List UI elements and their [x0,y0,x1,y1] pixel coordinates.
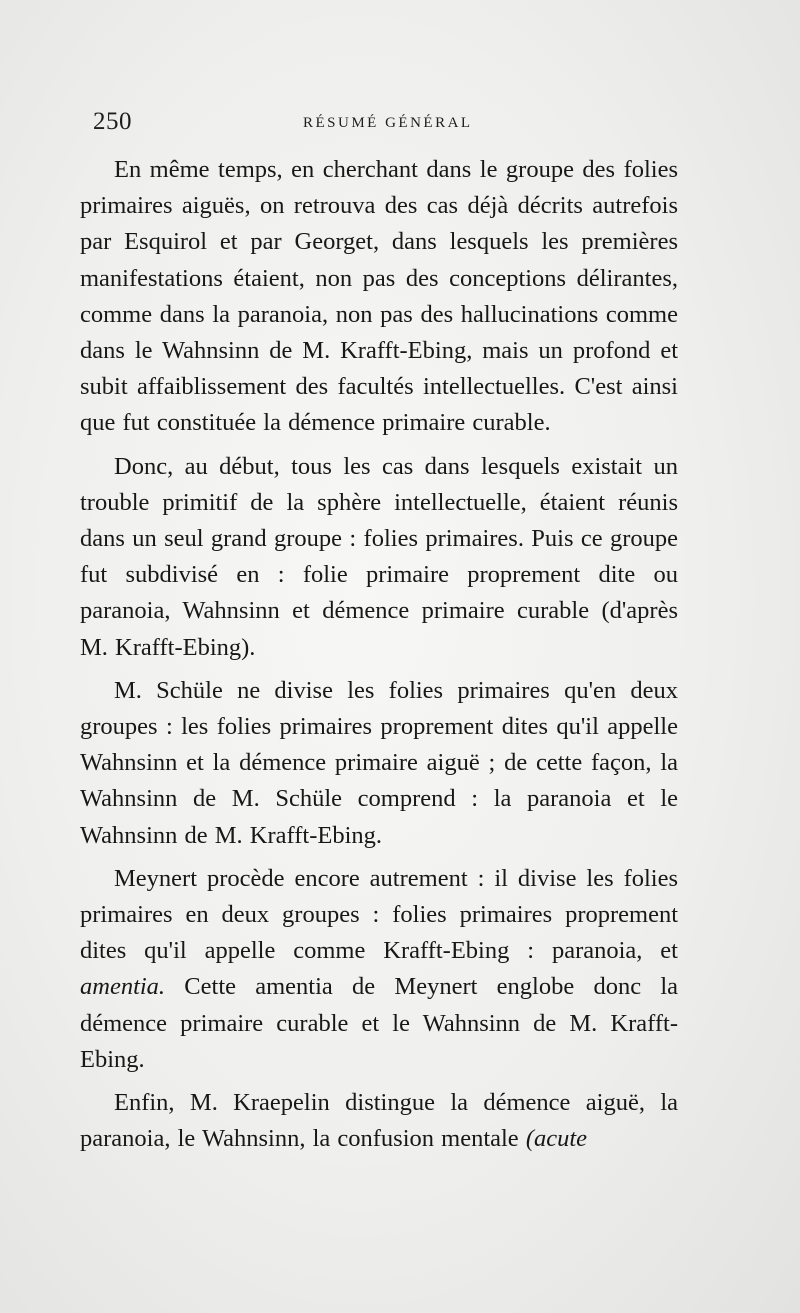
paragraph-4-text-end: Cette amentia de Meynert englobe donc la démence primaire curable et le Wahnsinn de M. Krafft-Ebing. [80,973,678,1073]
running-title: RÉSUMÉ GÉNÉRAL [303,115,473,131]
paragraph-2: Donc, au début, tous les cas dans lesquels existait un trouble primitif de la sphère intellectuelle, étaient réunis dans un seul grand groupe : folies primaires. Puis ce groupe fut subdivisé en : folie primaire proprement dite ou paranoia, Wahnsinn et démence primaire curable (d'après M. Krafft-Ebing). [80,452,678,661]
paragraph-4 [80,861,678,1078]
paragraph-5-text-start: Enfin, M. Kraepelin distingue la démence aiguë, la paranoia, le Wahnsinn, la confusion mentale [80,1089,678,1153]
paragraph-3: M. Schüle ne divise les folies primaires qu'en deux groupes : les folies primaires proprement dites qu'il appelle Wahnsinn et la démence primaire aiguë ; de cette façon, la Wahnsinn de M. Schüle comprend : la paranoia et le Wahnsinn de M. Krafft-Ebing. [80,676,678,849]
body-text [80,152,678,1157]
paragraph-4-text-start: Meynert procède encore autrement : il divise les folies primaires en deux groupes : folies primaires proprement dites qu'il appelle comme Krafft-Ebing : paranoia, et [80,864,678,965]
paragraph-1: En même temps, en cherchant dans le groupe des folies primaires aiguës, on retrouva des cas déjà décrits autrefois par Esquirol et par Georget, dans lesquels les premières manifestations étaient, non pas des conceptions délirantes, comme dans la paranoia, non pas des hallucinations comme dans le Wahnsinn de M. Krafft-Ebing, mais un profond et subit affaiblissement des facultés intellectuelles. C'est ainsi que fut constituée la démence primaire curable. [80,156,678,437]
paragraph-4-italic-term: amentia. [80,973,166,1001]
page-number: 250 [93,108,132,135]
paragraph-5 [80,1085,678,1157]
page-header [93,108,683,138]
paragraph-5-italic-term: (acute [525,1125,588,1153]
